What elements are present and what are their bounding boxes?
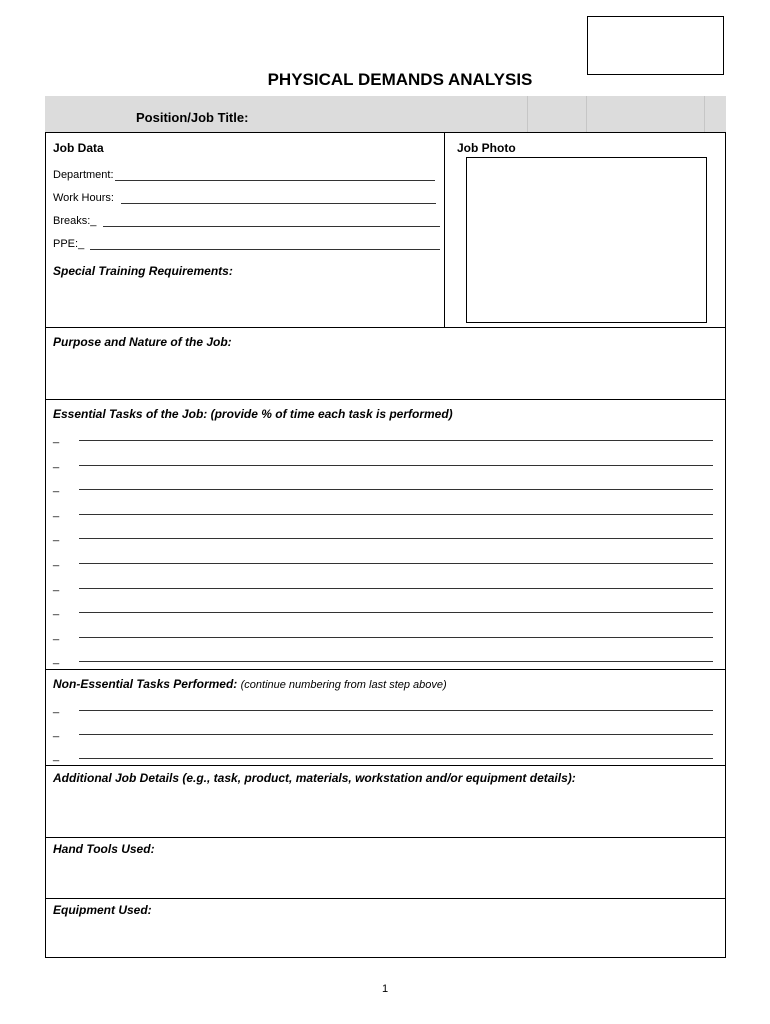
band-divider xyxy=(527,96,528,132)
document-title: PHYSICAL DEMANDS ANALYSIS xyxy=(267,70,533,89)
essential-task-row[interactable] xyxy=(53,604,713,616)
task-bullet: _ xyxy=(53,653,60,665)
essential-task-row[interactable] xyxy=(53,481,713,493)
position-title-band xyxy=(45,96,726,132)
task-line[interactable] xyxy=(79,538,713,539)
band-divider xyxy=(704,96,705,132)
work-hours-field[interactable] xyxy=(121,203,436,204)
section-divider xyxy=(45,837,726,838)
non-essential-label: Non-Essential Tasks Performed: xyxy=(53,677,238,691)
non-essential-heading xyxy=(53,677,447,691)
task-line[interactable] xyxy=(79,637,713,638)
pda-form xyxy=(45,96,726,958)
essential-task-row[interactable] xyxy=(53,457,713,469)
task-bullet: _ xyxy=(53,580,60,592)
task-bullet: _ xyxy=(53,457,60,469)
essential-task-row[interactable] xyxy=(53,629,713,641)
job-photo-heading: Job Photo xyxy=(457,141,516,155)
additional-details-label: Additional Job Details (e.g., task, product, materials, workstation and/or equipment details): xyxy=(53,771,576,785)
task-line[interactable] xyxy=(79,758,713,759)
section-divider xyxy=(45,399,726,400)
ppe-label: PPE:_ xyxy=(53,238,85,250)
section-divider xyxy=(45,669,726,670)
job-photo-box[interactable] xyxy=(466,157,707,323)
task-bullet: _ xyxy=(53,530,60,542)
task-bullet: _ xyxy=(53,750,60,762)
work-hours-label: Work Hours: xyxy=(53,192,114,204)
task-line[interactable] xyxy=(79,612,713,613)
task-bullet: _ xyxy=(53,555,60,567)
task-line[interactable] xyxy=(79,465,713,466)
task-line[interactable] xyxy=(79,489,713,490)
task-bullet: _ xyxy=(53,629,60,641)
section-divider xyxy=(45,765,726,766)
corner-box xyxy=(587,16,724,75)
essential-task-row[interactable] xyxy=(53,580,713,592)
essential-task-row[interactable] xyxy=(53,530,713,542)
non-essential-note: (continue numbering from last step above) xyxy=(240,679,447,691)
non-essential-task-row[interactable] xyxy=(53,702,713,714)
essential-task-row[interactable] xyxy=(53,506,713,518)
ppe-field[interactable] xyxy=(90,249,440,250)
job-data-divider xyxy=(444,132,445,327)
task-bullet: _ xyxy=(53,702,60,714)
task-line[interactable] xyxy=(79,661,713,662)
department-label: Department: xyxy=(53,169,114,181)
section-divider xyxy=(45,898,726,899)
task-bullet: _ xyxy=(53,481,60,493)
task-line[interactable] xyxy=(79,440,713,441)
essential-task-row[interactable] xyxy=(53,555,713,567)
task-bullet: _ xyxy=(53,726,60,738)
essential-task-row[interactable] xyxy=(53,432,713,444)
non-essential-task-row[interactable] xyxy=(53,750,713,762)
purpose-label: Purpose and Nature of the Job: xyxy=(53,335,232,349)
band-divider xyxy=(586,96,587,132)
task-bullet: _ xyxy=(53,506,60,518)
equipment-label: Equipment Used: xyxy=(53,903,152,917)
essential-task-row[interactable] xyxy=(53,653,713,665)
task-line[interactable] xyxy=(79,563,713,564)
task-line[interactable] xyxy=(79,734,713,735)
task-line[interactable] xyxy=(79,514,713,515)
breaks-field[interactable] xyxy=(103,226,440,227)
hand-tools-label: Hand Tools Used: xyxy=(53,842,155,856)
page-number: 1 xyxy=(381,983,389,995)
task-line[interactable] xyxy=(79,588,713,589)
department-field[interactable] xyxy=(115,180,435,181)
position-title-label: Position/Job Title: xyxy=(136,110,249,125)
breaks-label: Breaks:_ xyxy=(53,215,97,227)
task-bullet: _ xyxy=(53,432,60,444)
essential-tasks-label: Essential Tasks of the Job: (provide % of time each task is performed) xyxy=(53,407,453,421)
section-divider xyxy=(45,327,726,328)
task-line[interactable] xyxy=(79,710,713,711)
non-essential-task-row[interactable] xyxy=(53,726,713,738)
job-data-heading: Job Data xyxy=(53,141,104,155)
task-bullet: _ xyxy=(53,604,60,616)
special-training-label: Special Training Requirements: xyxy=(53,264,233,278)
